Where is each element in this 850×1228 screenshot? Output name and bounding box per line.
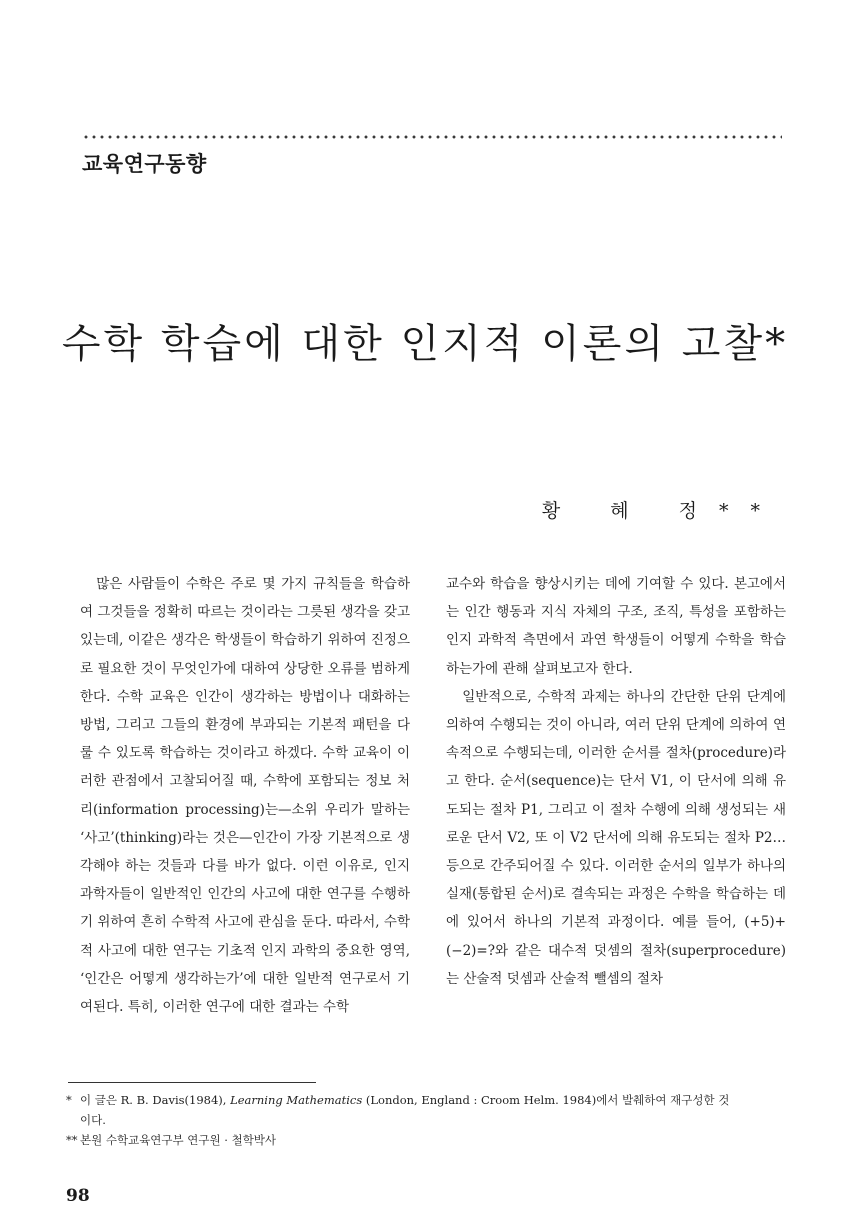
body-paragraph: 일반적으로, 수학적 과제는 하나의 간단한 단위 단계에 의하여 수행되는 것이 아니라, 여러 단위 단계에 의하여 연속적으로 수행되는데, 이러한 순서를 절차(procedure)라고 한다. 순서(sequence)는 단서 V1, 이 단서에 의해 유도되는 절차 P1, 그리고 이 절차 수행에 의해 생성되는 새로운 단서 V2, 또 이 V2 단서에 의해 유도되는 절차 P2… 등으로 간주되어질 수 있다. 이러한 순서의 일부가 하나의 실재(통합된 순서)로 결속되는 과정은 수학을 학습하는 데에 있어서 하나의 기본적 과정이다. 예를 들어, (+5)+(−2)=?와 같은 대수적 덧셈의 절차(superprocedure)는 산술적 덧셈과 산술적 뺄셈의 절차: [446, 688, 786, 987]
footnote-text: 이 글은 R. B. Davis(1984),: [80, 1093, 231, 1107]
footnotes: [66, 1090, 786, 1150]
footnote-rule: [68, 1082, 316, 1083]
dotted-header-rule: [82, 134, 782, 140]
footnote-text: 본원 수학교육연구부 연구원 · 철학박사: [80, 1133, 277, 1147]
footnote-1-continuation: 이다.: [80, 1113, 106, 1127]
body-column-right: [446, 570, 786, 993]
footnote-text: (London, England : Croom Helm. 1984)에서 발췌하여 재구성한 것: [362, 1093, 730, 1107]
section-label: 교육연구동향: [82, 152, 207, 176]
body-paragraph-continuation: 교수와 학습을 향상시키는 데에 기여할 수 있다. 본고에서는 인간 행동과 지식 자체의 구조, 조직, 특성을 포함하는 인지 과학적 측면에서 과연 학생들이 어떻게 수학을 학습하는가에 관해 살펴보고자 한다.: [446, 576, 786, 677]
page-number: 98: [66, 1186, 90, 1206]
footnote-2: [66, 1130, 786, 1150]
footnote-mark: *: [66, 1093, 72, 1107]
body-column-left: [80, 570, 410, 1021]
article-title: 수학 학습에 대한 인지적 이론의 고찰*: [61, 321, 789, 367]
footnote-1: [66, 1090, 786, 1110]
footnote-mark: **: [66, 1133, 78, 1147]
body-paragraph: 많은 사람들이 수학은 주로 몇 가지 규칙들을 학습하여 그것들을 정확히 따르는 것이라는 그릇된 생각을 갖고 있는데, 이같은 생각은 학생들이 학습하기 위하여 진정으로 필요한 것이 무엇인가에 대하여 상당한 오류를 범하게 한다. 수학 교육은 인간이 생각하는 방법이나 대화하는 방법, 그리고 그들의 환경에 부과되는 기본적 패턴을 다룰 수 있도록 학습하는 것이라고 하겠다. 수학 교육이 이러한 관점에서 고찰되어질 때, 수학에 포함되는 정보 처리(information processing)는—소위 우리가 말하는 ‘사고’(thinking)라는 것은—인간이 가장 기본적으로 생각해야 하는 것들과 다를 바가 없다. 이런 이유로, 인지 과학자들이 일반적인 인간의 사고에 대한 연구를 수행하기 위하여 흔히 수학적 사고에 관심을 둔다. 따라서, 수학적 사고에 대한 연구는 기초적 인지 과학의 중요한 영역, ‘인간은 어떻게 생각하는가’에 대한 일반적 연구로서 기여된다. 특히, 이러한 연구에 대한 결과는 수학: [80, 576, 410, 1016]
footnote-book-title: Learning Mathematics: [230, 1093, 363, 1107]
article-author: 황 혜 정**: [541, 500, 782, 522]
